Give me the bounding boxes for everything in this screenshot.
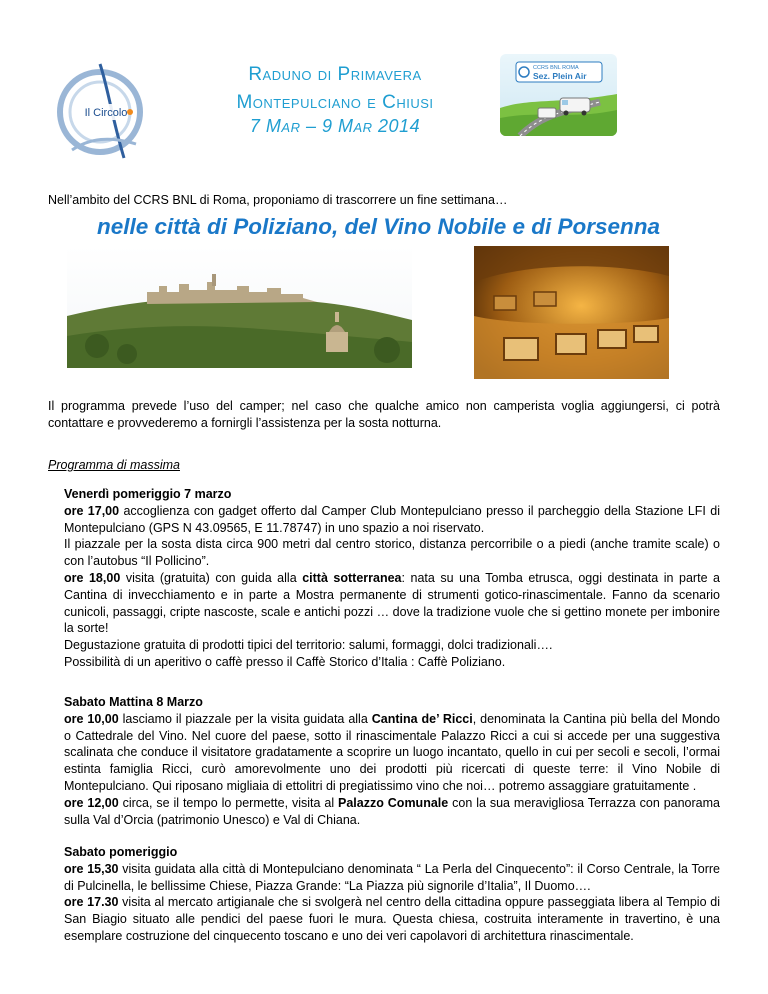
svg-text:CCRS BNL ROMA: CCRS BNL ROMA bbox=[533, 65, 579, 71]
highlight: Palazzo Comunale bbox=[338, 795, 449, 810]
saturday-afternoon-heading: Sabato pomeriggio bbox=[64, 845, 178, 859]
paragraph: Possibilità di un aperitivo o caffè presso il Caffè Storico d’Italia : Caffè Poliziano. bbox=[64, 654, 506, 669]
time-label: ore 17.30 bbox=[64, 895, 119, 910]
paragraph: : nata su una Tomba etrusca, oggi destinata in parte a Cantina di invecchiamento e in parte a Mostra permanente di strumenti gotico-rinascimentale. Fanno da scenario cunicoli, passaggi, cripte nascoste, scale e antichi pozzi … dove la tradizione vuole che si gettino monete per imbonire la sorte! bbox=[64, 570, 721, 636]
program-intro: Il programma prevede l’uso del camper; nel caso che qualche amico non camperista voglia aggiungersi, ci potrà contattare e provvederemo a fornirgli l’assistenza per la sosta notturna. bbox=[48, 399, 720, 430]
saturday-morning-heading: Sabato Mattina 8 Marzo bbox=[64, 695, 203, 709]
svg-text:Il Circolo: Il Circolo bbox=[84, 107, 128, 119]
paragraph: visita al mercato artigianale che si svolgerà nel centro della cittadina oppure passeggiata libera al Tempio di San Biagio situato alle pendici del paese fuori le mura. Questa chiesa, costruita interamente in travertino, è una esemplare costruzione del cinquecento toscano e uno dei veri capolavori di architettura rinascimentale. bbox=[64, 895, 720, 943]
plein-air-logo-icon bbox=[500, 54, 617, 136]
highlight: Cantina de’ Ricci bbox=[371, 711, 473, 726]
paragraph: lasciamo il piazzale per la visita guidata alla bbox=[118, 711, 372, 726]
time-label: ore 12,00 bbox=[64, 795, 119, 810]
time-label: ore 18,00 bbox=[64, 570, 121, 585]
paragraph: , denominata la Cantina più bella del Mondo o Cattedrale del Vino. Nel cuore del paese, sotto il rinascimentale Palazzo Ricci a cui si accede per una suggestiva scalinata che conduce il visitatore gradatamente a scoprire un luogo incantato, quello in cui per secoli e secoli, l’ormai estinta famiglia Ricci, curò amorevolmente uno dei prodotti più ricercati di queste terre: il Vino Nobile di Montepulciano. Qui riposano migliaia di ettolitri di pregiatissimo vino che noi… potremo assaggiare gratuitamente . bbox=[64, 711, 720, 793]
paragraph: Degustazione gratuita di prodotti tipici del territorio: salumi, formaggi, dolci tradizionali…. bbox=[64, 638, 553, 653]
friday-heading: Venerdì pomeriggio 7 marzo bbox=[64, 487, 232, 501]
title-dates: 7 Mar – 9 Mar 2014 bbox=[249, 116, 421, 136]
intro-text: Nell’ambito del CCRS BNL di Roma, proponiamo di trascorrere un fine settimana… bbox=[48, 193, 508, 207]
time-label: ore 15,30 bbox=[64, 861, 119, 876]
montepulciano-photo bbox=[67, 246, 412, 368]
paragraph: visita (gratuita) con guida alla bbox=[120, 570, 303, 585]
circolo-logo-icon bbox=[50, 58, 150, 166]
paragraph: visita guidata alla città di Montepulciano denominata “ La Perla del Cinquecento”: il Corso Centrale, la Torre di Pulcinella, le bellissime Chiese, Piazza Grande: “La Piazza più signorile d’Italia”, Il Duomo…. bbox=[64, 861, 720, 893]
paragraph: con la sua meravigliosa Terrazza con panorama sulla Val d’Orcia (patrimonio Unesco) e Val di Chiana. bbox=[64, 795, 720, 827]
saturday-afternoon-section bbox=[64, 844, 720, 945]
title-line-1: Raduno di Primavera bbox=[248, 64, 422, 85]
section-heading: Programma di massima bbox=[48, 458, 180, 472]
saturday-morning-section bbox=[64, 694, 720, 828]
paragraph: accoglienza con gadget offerto dal Camper Club Montepulciano presso il parcheggio della Stazione LFI di Montepulciano (GPS N 43.09565, E 11.78747) in uno spazio a noi riservato. bbox=[64, 503, 720, 535]
highlight: città sotterranea bbox=[302, 570, 402, 585]
svg-text:Sez. Plein Air: Sez. Plein Air bbox=[533, 71, 587, 81]
title-line-2: Montepulciano e Chiusi bbox=[236, 92, 434, 113]
underground-cellar-photo bbox=[474, 246, 669, 379]
paragraph: Il piazzale per la sosta dista circa 900 metri dal centro storico, distanza percorribile o a piedi (anche tramite scale) o con l’autobus “Il Pollicino”. bbox=[64, 537, 720, 569]
headline: nelle città di Poliziano, del Vino Nobile e di Porsenna bbox=[97, 214, 661, 239]
time-label: ore 10,00 bbox=[64, 711, 119, 726]
paragraph: circa, se il tempo lo permette, visita al bbox=[118, 795, 339, 810]
time-label: ore 17,00 bbox=[64, 503, 120, 518]
friday-section bbox=[64, 486, 720, 671]
